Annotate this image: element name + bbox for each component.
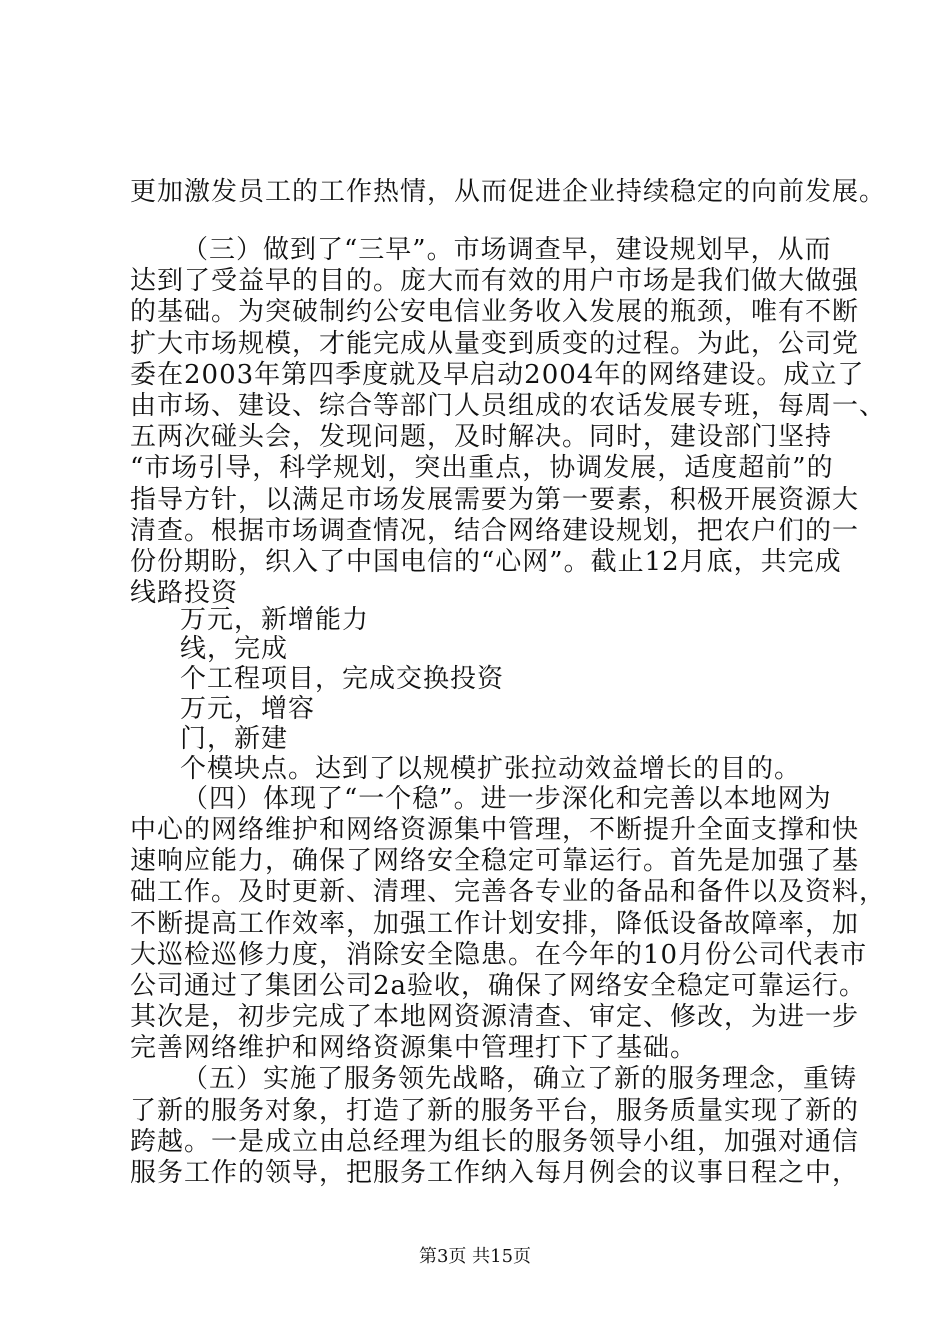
text-line: （四）体现了“一个稳”。进一步深化和完善以本地网为	[182, 784, 832, 814]
text-line: 指导方针，以满足市场发展需要为第一要素，积极开展资源大	[130, 485, 860, 515]
text-line: 了新的服务对象，打造了新的服务平台，服务质量实现了新的	[130, 1096, 860, 1126]
text-line: 个模块点。达到了以规模扩张拉动效益增长的目的。	[180, 754, 802, 784]
text-line: 线，完成	[180, 634, 289, 664]
text-line: （三）做到了“三早”。市场调查早，建设规划早，从而	[182, 235, 832, 265]
text-line: 万元，新增能力	[180, 605, 370, 635]
text-line: 委在2003年第四季度就及早启动2004年的网络建设。成立了	[130, 360, 865, 390]
text-line: 公司通过了集团公司2a验收，确保了网络安全稳定可靠运行。	[130, 971, 867, 1001]
text-line: 扩大市场规模，才能完成从量变到质变的过程。为此，公司党	[130, 329, 860, 359]
text-line: 份份期盼，织入了中国电信的“心网”。截止12月底，共完成	[130, 547, 842, 577]
text-line: 其次是，初步完成了本地网资源清查、审定、修改，为进一步	[130, 1002, 860, 1032]
text-line: 达到了受益早的目的。庞大而有效的用户市场是我们做大做强	[130, 266, 860, 296]
text-line: 线路投资	[130, 578, 239, 608]
text-line: 服务工作的领导，把服务工作纳入每月例会的议事日程之中，	[130, 1158, 860, 1188]
text-line: 跨越。一是成立由总经理为组长的服务领导小组，加强对通信	[130, 1127, 860, 1157]
text-line: 大巡检巡修力度，消除安全隐患。在今年的10月份公司代表市	[130, 940, 868, 970]
text-line: 个工程项目，完成交换投资	[180, 664, 505, 694]
text-line: “市场引导，科学规划，突出重点，协调发展，适度超前”的	[130, 453, 834, 483]
text-line: 中心的网络维护和网络资源集中管理，不断提升全面支撑和快	[130, 815, 860, 845]
page-number-footer: 第3页 共15页	[418, 1246, 532, 1267]
text-line: 由市场、建设、综合等部门人员组成的农话发展专班，每周一、	[130, 391, 887, 421]
text-line: 门，新建	[180, 724, 289, 754]
text-line: 速响应能力，确保了网络安全稳定可靠运行。首先是加强了基	[130, 846, 860, 876]
text-line: 万元，增容	[180, 694, 316, 724]
text-line: 础工作。及时更新、清理、完善各专业的备品和备件以及资料，	[130, 877, 887, 907]
text-line: 五两次碰头会，发现问题，及时解决。同时，建设部门坚持	[130, 422, 833, 452]
text-line: 的基础。为突破制约公安电信业务收入发展的瓶颈，唯有不断	[130, 297, 860, 327]
text-line: （五）实施了服务领先战略，确立了新的服务理念，重铸	[182, 1064, 858, 1094]
text-line: 不断提高工作效率，加强工作计划安排，降低设备故障率，加	[130, 909, 860, 939]
text-line: 更加激发员工的工作热情，从而促进企业持续稳定的向前发展。	[130, 177, 887, 207]
text-line: 清查。根据市场调查情况，结合网络建设规划，把农户们的一	[130, 516, 860, 546]
text-line: 完善网络维护和网络资源集中管理打下了基础。	[130, 1033, 698, 1063]
